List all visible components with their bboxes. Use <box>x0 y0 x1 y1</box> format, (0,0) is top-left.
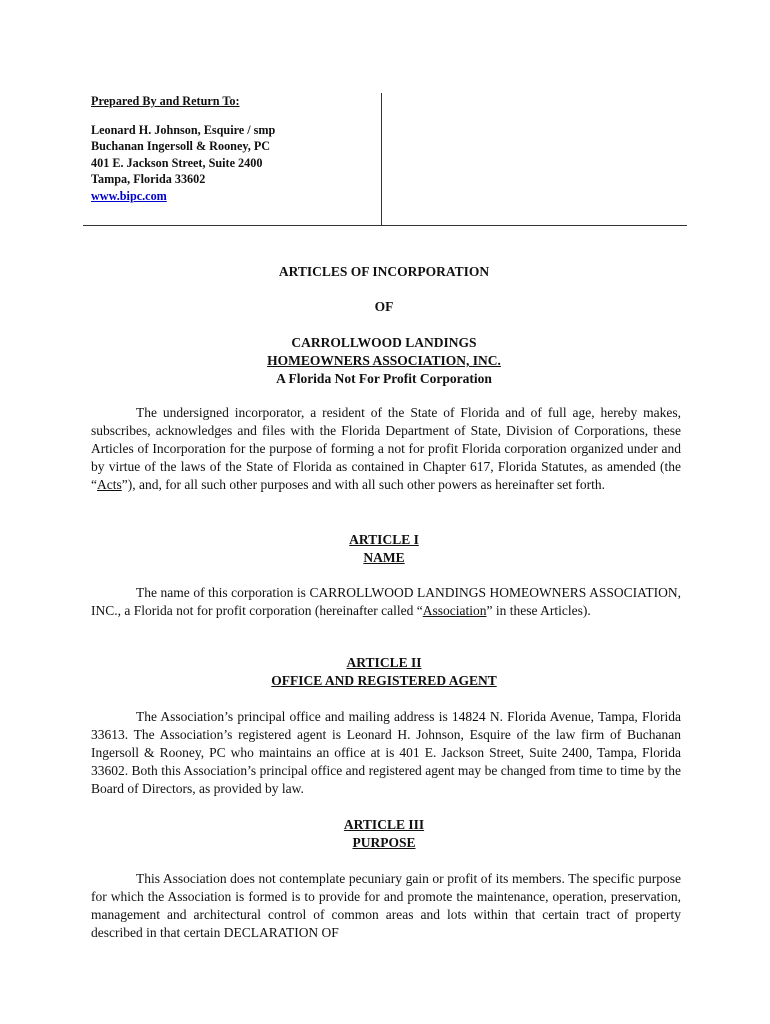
law-firm: Buchanan Ingersoll & Rooney, PC <box>91 139 271 154</box>
city-state-zip: Tampa, Florida 33602 <box>91 172 206 187</box>
article-1-paragraph <box>91 584 681 620</box>
article-1-number: ARTICLE I <box>349 532 419 547</box>
article-3-heading <box>84 816 684 852</box>
return-to-heading-line <box>91 93 381 110</box>
attorney-name: Leonard H. Johnson, Esquire / smp <box>91 122 276 137</box>
article-3-title: PURPOSE <box>352 835 416 850</box>
defined-term-association: Association <box>422 603 487 618</box>
article-1-text-after: ” in these Articles). <box>486 603 591 618</box>
corporation-name-line1: CARROLLWOOD LANDINGS <box>291 335 477 350</box>
corporation-name-line2: HOMEOWNERS ASSOCIATION, INC. <box>267 353 501 368</box>
article-3-paragraph: This Association does not contemplate pecuniary gain or profit of its members. The specific purpose for which the Association is formed is to provide for and promote the maintenance, operation, preservation, management and architectural control of common areas and lots within that certain tract of property described in that certain DECLARATION OF <box>91 871 681 940</box>
article-1-text-before: The name of this corporation is CARROLLWOOD LANDINGS HOMEOWNERS ASSOCIATION, INC., a Florida not for profit corporation (hereinafter called “ <box>91 585 681 618</box>
return-to-address <box>91 122 381 205</box>
title-of: OF <box>374 299 394 314</box>
return-to-heading-suffix: : <box>235 94 240 108</box>
intro-text-after: ”), and, for all such other purposes and with all such other powers as hereinafter set forth. <box>121 477 605 492</box>
article-2-heading <box>84 654 684 690</box>
return-to-block <box>91 93 382 226</box>
intro-text-before: The undersigned incorporator, a resident of the State of Florida and of full age, hereby makes, subscribes, acknowledges and files with the Florida Department of State, Division of Corporations, these Articles of Incorporation for the purpose of forming a not for profit Florida corporation organized under and by virtue of the laws of the State of Florida as contained in Chapter 617, Florida Statutes, as amended (the “ <box>91 405 681 492</box>
website-link[interactable]: www.bipc.com <box>91 188 167 203</box>
article-1-title: NAME <box>363 550 405 565</box>
article-3-number: ARTICLE III <box>343 817 425 832</box>
corporation-type: A Florida Not For Profit Corporation <box>276 371 492 386</box>
article-2-number: ARTICLE II <box>346 655 422 670</box>
intro-paragraph <box>91 404 681 494</box>
document-title: ARTICLES OF INCORPORATION <box>278 264 490 279</box>
street-address: 401 E. Jackson Street, Suite 2400 <box>91 155 263 170</box>
defined-term-acts: Acts <box>97 477 122 492</box>
header-divider <box>83 225 687 226</box>
article-2-title: OFFICE AND REGISTERED AGENT <box>271 673 497 688</box>
article-2-paragraph: The Association’s principal office and mailing address is 14824 N. Florida Avenue, Tampa, Florida 33613. The Association’s registered agent is Leonard H. Johnson, Esquire of the law firm of Buchanan Ingersoll & Rooney, PC who maintains an office at is 401 E. Jackson Street, Suite 2400, Tampa, Florida 33602. Both this Association’s principal office and registered agent may be changed from time to time by the Board of Directors, as provided by law. <box>91 709 681 796</box>
article-1-heading <box>84 531 684 567</box>
corporation-name-block <box>84 334 684 388</box>
return-to-heading: Prepared By and Return To <box>91 94 236 108</box>
